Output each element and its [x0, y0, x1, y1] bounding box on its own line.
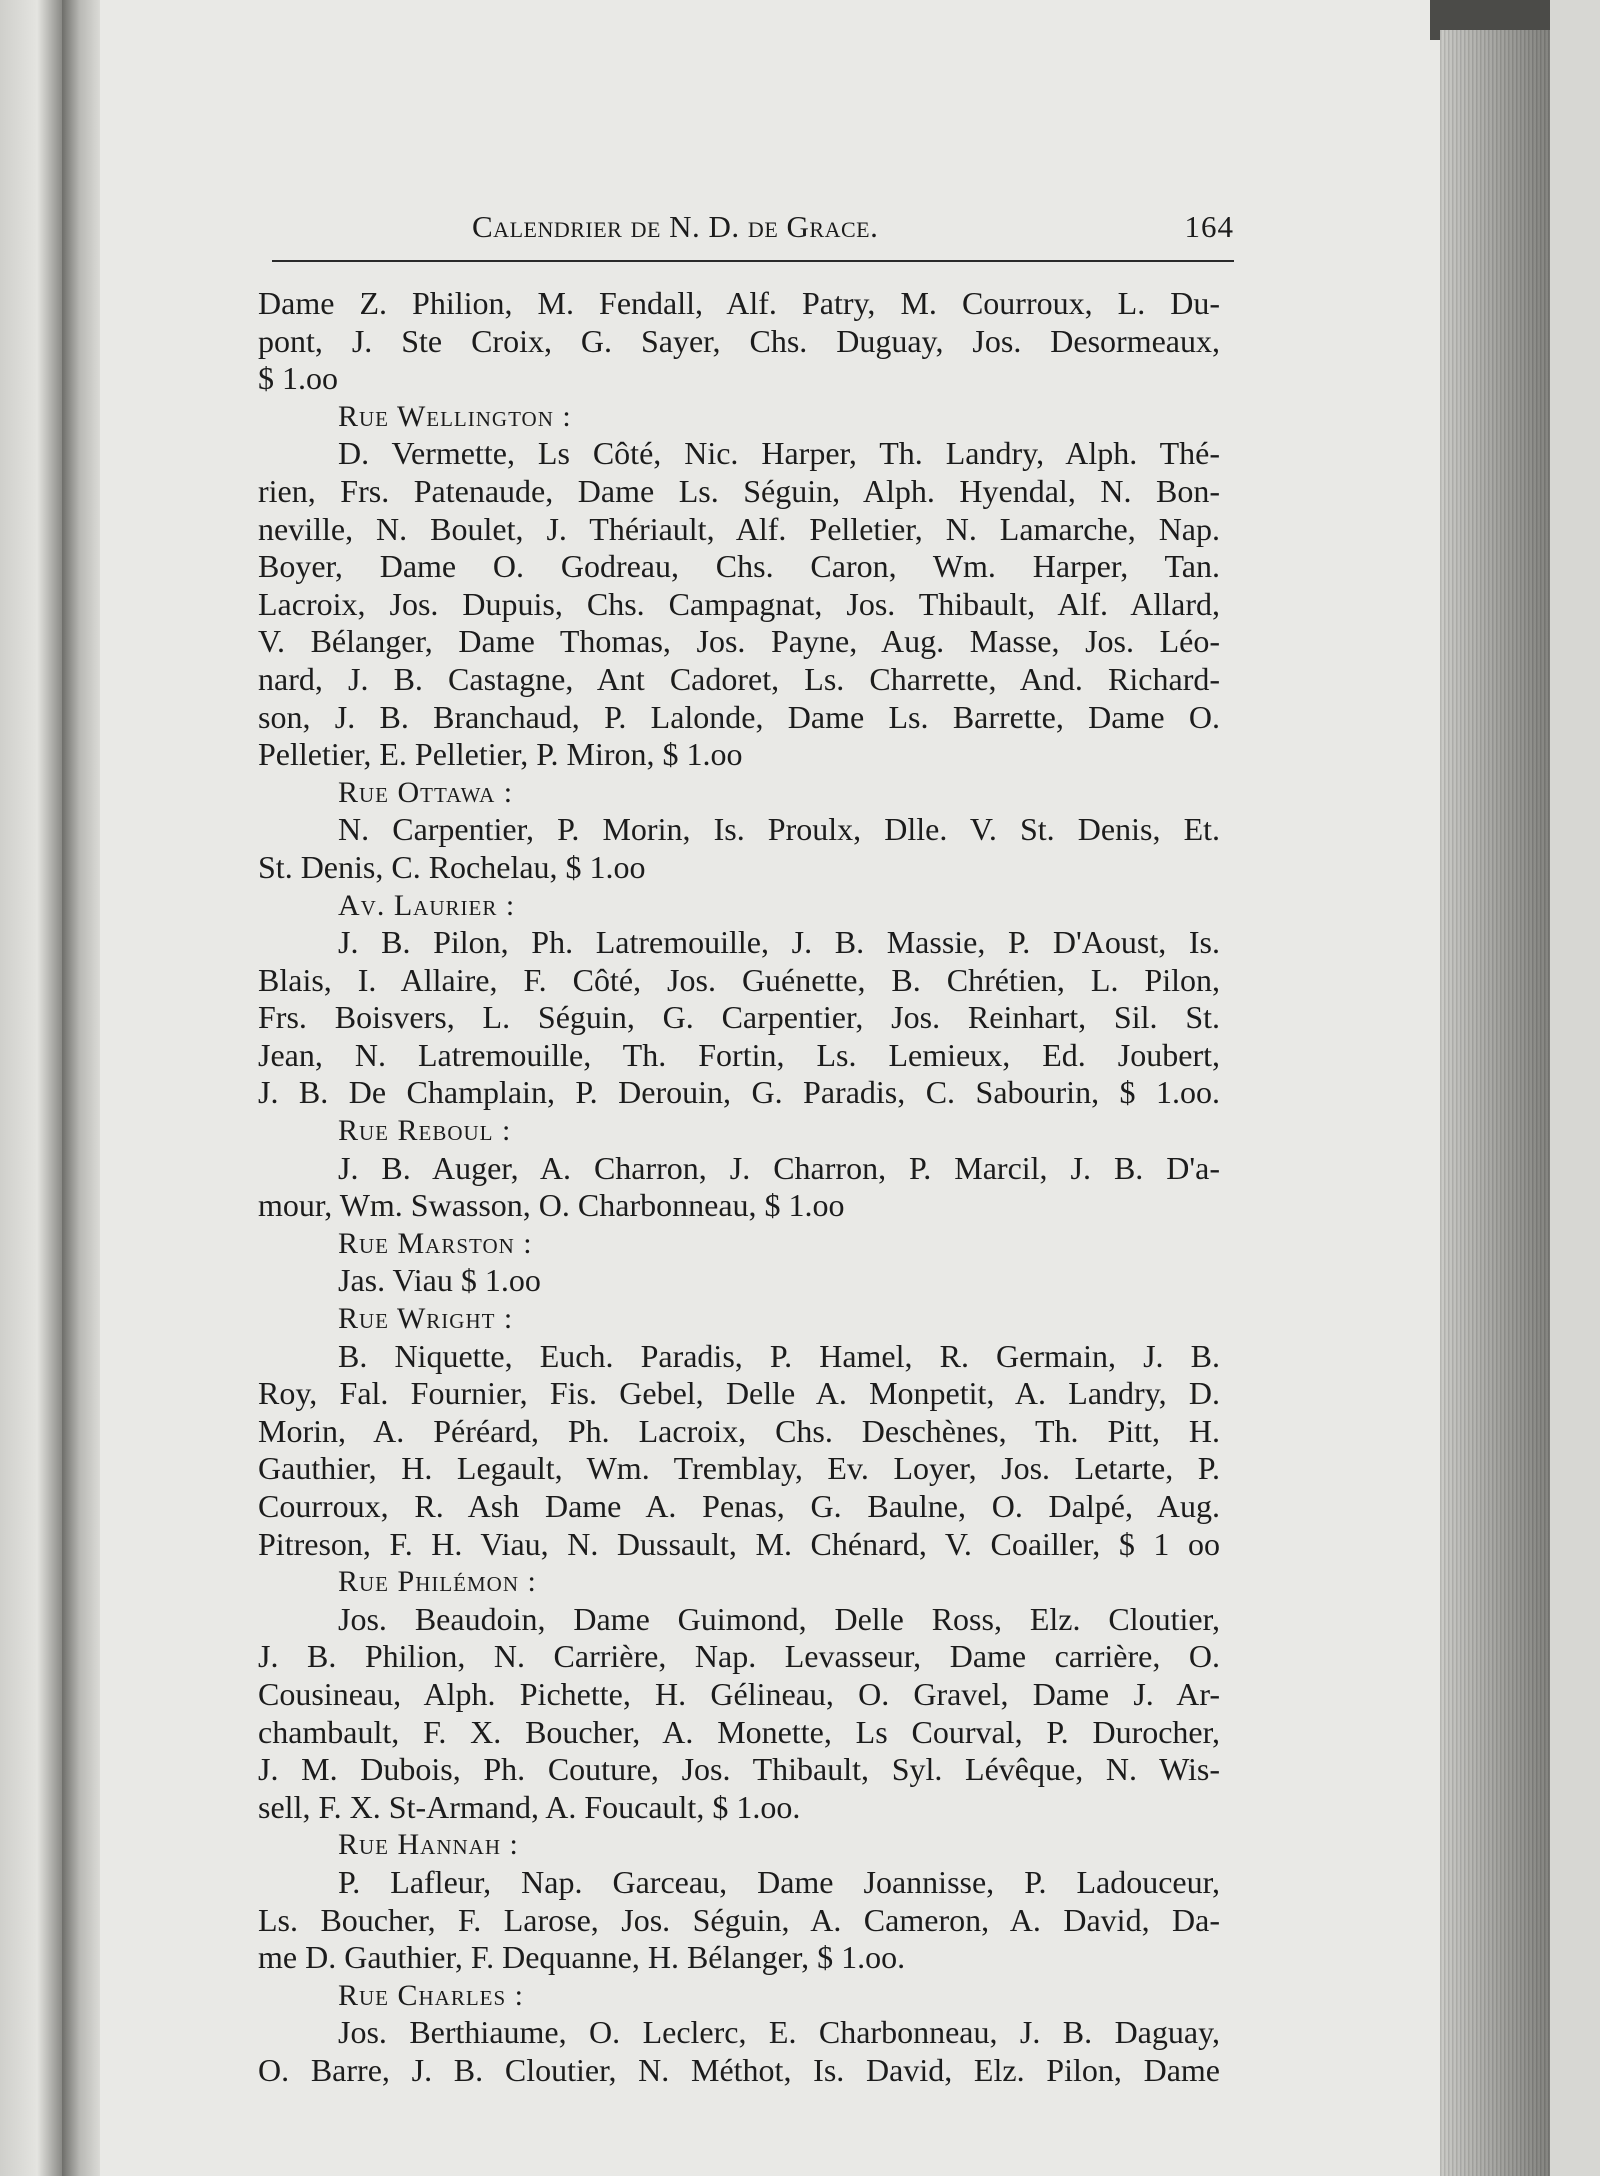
text-line: Gauthier, H. Legault, Wm. Tremblay, Ev. Loyer, Jos. Letarte, P.	[258, 1450, 1220, 1487]
text-line: Cousineau, Alph. Pichette, H. Gélineau, O. Gravel, Dame J. Ar-	[258, 1675, 1220, 1712]
text-line: rien, Frs. Patenaude, Dame Ls. Séguin, Alph. Hyendal, N. Bon-	[258, 472, 1220, 509]
text-line: Morin, A. Péréard, Ph. Lacroix, Chs. Deschènes, Th. Pitt, H.	[258, 1412, 1220, 1449]
text-line: Pelletier, E. Pelletier, P. Miron, $ 1.oo	[258, 736, 743, 773]
street-heading: Rue Reboul :	[338, 1114, 512, 1148]
text-line: J. B. De Champlain, P. Derouin, G. Paradis, C. Sabourin, $ 1.oo.	[258, 1074, 1220, 1111]
text-line: V. Bélanger, Dame Thomas, Jos. Payne, Aug. Masse, Jos. Léo-	[258, 623, 1220, 660]
text-line: Boyer, Dame O. Godreau, Chs. Caron, Wm. Harper, Tan.	[258, 548, 1220, 585]
text-line: me D. Gauthier, F. Dequanne, H. Bélanger, $ 1.oo.	[258, 1939, 906, 1976]
street-heading: Rue Ottawa :	[338, 775, 514, 809]
running-header	[272, 205, 1234, 255]
street-heading: Rue Charles :	[338, 1978, 525, 2012]
text-line: St. Denis, C. Rochelau, $ 1.oo	[258, 848, 646, 885]
street-heading: Rue Wright :	[338, 1302, 514, 1336]
scan-background	[1550, 0, 1600, 2176]
street-heading: Rue Wellington :	[338, 399, 572, 433]
page-number: 164	[1184, 209, 1234, 244]
text-line: nard, J. B. Castagne, Ant Cadoret, Ls. Charrette, And. Richard-	[258, 660, 1220, 697]
text-line: neville, N. Boulet, J. Thériault, Alf. Pelletier, N. Lamarche, Nap.	[258, 510, 1220, 547]
street-heading: Rue Philémon :	[338, 1565, 537, 1599]
header-rule	[272, 260, 1234, 262]
text-line: Courroux, R. Ash Dame A. Penas, G. Baulne, O. Dalpé, Aug.	[258, 1488, 1220, 1524]
text-line: O. Barre, J. B. Cloutier, N. Méthot, Is. David, Elz. Pilon, Dame	[258, 2051, 1220, 2088]
text-line: pont, J. Ste Croix, G. Sayer, Chs. Duguay, Jos. Desormeaux,	[258, 322, 1220, 359]
text-line: Ls. Boucher, F. Larose, Jos. Séguin, A. Cameron, A. David, Da-	[258, 1901, 1220, 1938]
text-line: son, J. B. Branchaud, P. Lalonde, Dame Ls. Barrette, Dame O.	[258, 698, 1220, 735]
text-line: Pitreson, F. H. Viau, N. Dussault, M. Chénard, V. Coailler, $ 1 oo	[258, 1525, 1220, 1562]
text-line: Jos. Berthiaume, O. Leclerc, E. Charbonneau, J. B. Daguay,	[338, 2014, 1220, 2051]
page-body-text	[258, 285, 1220, 2090]
text-line: mour, Wm. Swasson, O. Charbonneau, $ 1.oo	[258, 1187, 845, 1224]
text-line: Dame Z. Philion, M. Fendall, Alf. Patry, M. Courroux, L. Du-	[258, 285, 1220, 321]
page-fore-edge	[1440, 30, 1550, 2176]
text-line: N. Carpentier, P. Morin, Is. Proulx, Dlle. V. St. Denis, Et.	[338, 811, 1220, 848]
text-line: $ 1.oo	[258, 360, 338, 397]
text-line: J. M. Dubois, Ph. Couture, Jos. Thibault, Syl. Lévêque, N. Wis-	[258, 1751, 1220, 1788]
text-line: J. B. Pilon, Ph. Latremouille, J. B. Massie, P. D'Aoust, Is.	[338, 924, 1220, 961]
text-line: Frs. Boisvers, L. Séguin, G. Carpentier, Jos. Reinhart, Sil. St.	[258, 999, 1220, 1036]
text-line: Blais, I. Allaire, F. Côté, Jos. Guénette, B. Chrétien, L. Pilon,	[258, 961, 1220, 998]
text-line: Jas. Viau $ 1.oo	[338, 1262, 541, 1299]
text-line: sell, F. X. St-Armand, A. Foucault, $ 1.oo.	[258, 1788, 801, 1825]
text-line: J. B. Philion, N. Carrière, Nap. Levasseur, Dame carrière, O.	[258, 1638, 1220, 1675]
street-heading: Rue Marston :	[338, 1226, 533, 1260]
text-line: Roy, Fal. Fournier, Fis. Gebel, Delle A. Monpetit, A. Landry, D.	[258, 1375, 1220, 1412]
text-line: Jean, N. Latremouille, Th. Fortin, Ls. Lemieux, Ed. Joubert,	[258, 1036, 1220, 1073]
facing-page-edge	[0, 0, 62, 2176]
text-line: Jos. Beaudoin, Dame Guimond, Delle Ross, Elz. Cloutier,	[338, 1600, 1220, 1637]
street-heading: Av. Laurier :	[338, 888, 516, 922]
street-heading: Rue Hannah :	[338, 1828, 519, 1862]
text-line: Lacroix, Jos. Dupuis, Chs. Campagnat, Jos. Thibault, Alf. Allard,	[258, 585, 1220, 622]
book-gutter	[62, 0, 102, 2176]
text-line: B. Niquette, Euch. Paradis, P. Hamel, R. Germain, J. B.	[338, 1337, 1220, 1374]
running-title: Calendrier de N. D. de Grace.	[472, 209, 879, 244]
text-line: chambault, F. X. Boucher, A. Monette, Ls Courval, P. Durocher,	[258, 1713, 1220, 1750]
text-line: J. B. Auger, A. Charron, J. Charron, P. Marcil, J. B. D'a-	[338, 1149, 1220, 1186]
text-line: P. Lafleur, Nap. Garceau, Dame Joannisse, P. Ladouceur,	[338, 1863, 1220, 1900]
text-line: D. Vermette, Ls Côté, Nic. Harper, Th. Landry, Alph. Thé-	[338, 435, 1220, 472]
